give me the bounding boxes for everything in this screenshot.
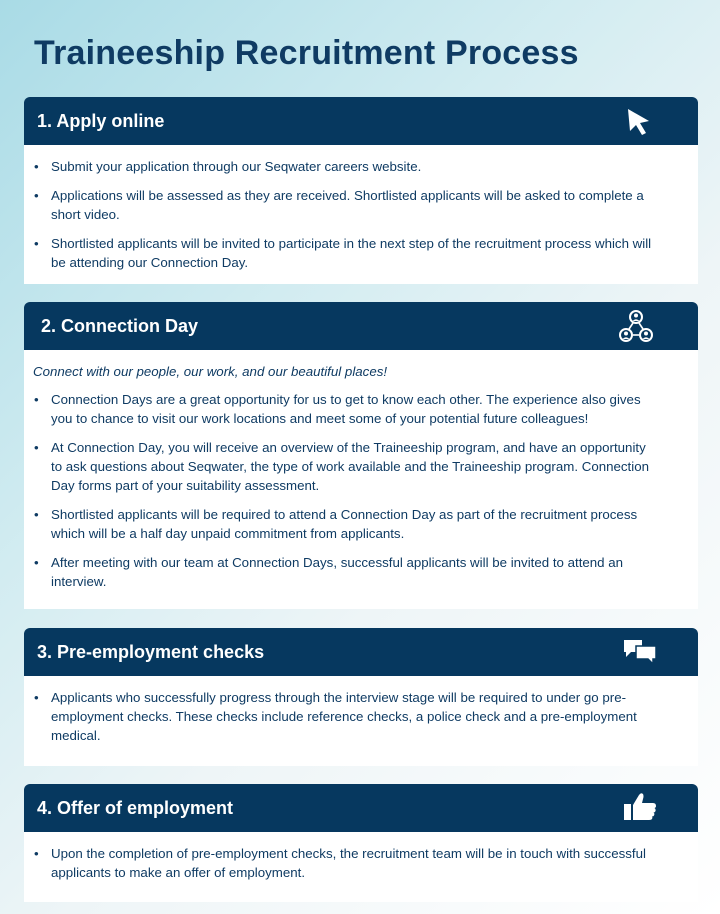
list-item: • Shortlisted applicants will be required to attend a Connection Day as part of the recruitment process which will be a half day unpaid commitment from applicants.: [33, 505, 658, 543]
section-header: [24, 97, 698, 145]
bullet-list: [33, 688, 658, 745]
section-header: [24, 302, 698, 350]
people-network-icon: [618, 308, 654, 344]
section-header: [24, 628, 698, 676]
section-pre-employment-checks: [24, 628, 698, 766]
section-title: 1. Apply online: [37, 110, 165, 131]
section-intro: Connect with our people, our work, and our beautiful places!: [33, 364, 388, 379]
bullet-list: [33, 844, 658, 882]
section-body: [24, 350, 698, 609]
section-header: [24, 784, 698, 832]
list-item: • Shortlisted applicants will be invited to participate in the next step of the recruitment process which will be attending our Connection Day.: [33, 234, 658, 272]
section-body: [24, 145, 698, 284]
section-body: [24, 832, 698, 902]
section-title: 2. Connection Day: [41, 315, 199, 336]
thumbs-up-icon: [622, 791, 658, 823]
section-title: 4. Offer of employment: [37, 797, 234, 818]
list-item: • Upon the completion of pre-employment checks, the recruitment team will be in touch with successful applicants to make an offer of employment.: [33, 844, 658, 882]
speech-bubbles-icon: [622, 636, 658, 668]
list-item: • Applicants who successfully progress through the interview stage will be required to under go pre-employment checks. These checks include reference checks, a police check and a pre-employment medical.: [33, 688, 658, 745]
section-title: 3. Pre-employment checks: [37, 641, 265, 662]
list-item: • At Connection Day, you will receive an overview of the Traineeship program, and have an opportunity to ask questions about Seqwater, the type of work available and the Traineeship program. Connection Day forms part of your suitability assessment.: [33, 438, 658, 495]
list-item: • Submit your application through our Seqwater careers website.: [33, 157, 658, 176]
section-body: [24, 676, 698, 766]
list-item: • Connection Days are a great opportunity for us to get to know each other. The experience also gives you to chance to visit our work locations and meet some of your potential future colleagues!: [33, 390, 658, 428]
list-item: • After meeting with our team at Connection Days, successful applicants will be invited to attend an interview.: [33, 553, 658, 591]
bullet-list: [33, 390, 658, 591]
list-item: • Applications will be assessed as they are received. Shortlisted applicants will be asked to complete a short video.: [33, 186, 658, 224]
page-title: Traineeship Recruitment Process: [34, 34, 579, 72]
section-offer-of-employment: [24, 784, 698, 902]
section-apply-online: [24, 97, 698, 284]
cursor-arrow-icon: [622, 106, 654, 138]
bullet-list: [33, 157, 658, 272]
section-connection-day: [24, 302, 698, 609]
